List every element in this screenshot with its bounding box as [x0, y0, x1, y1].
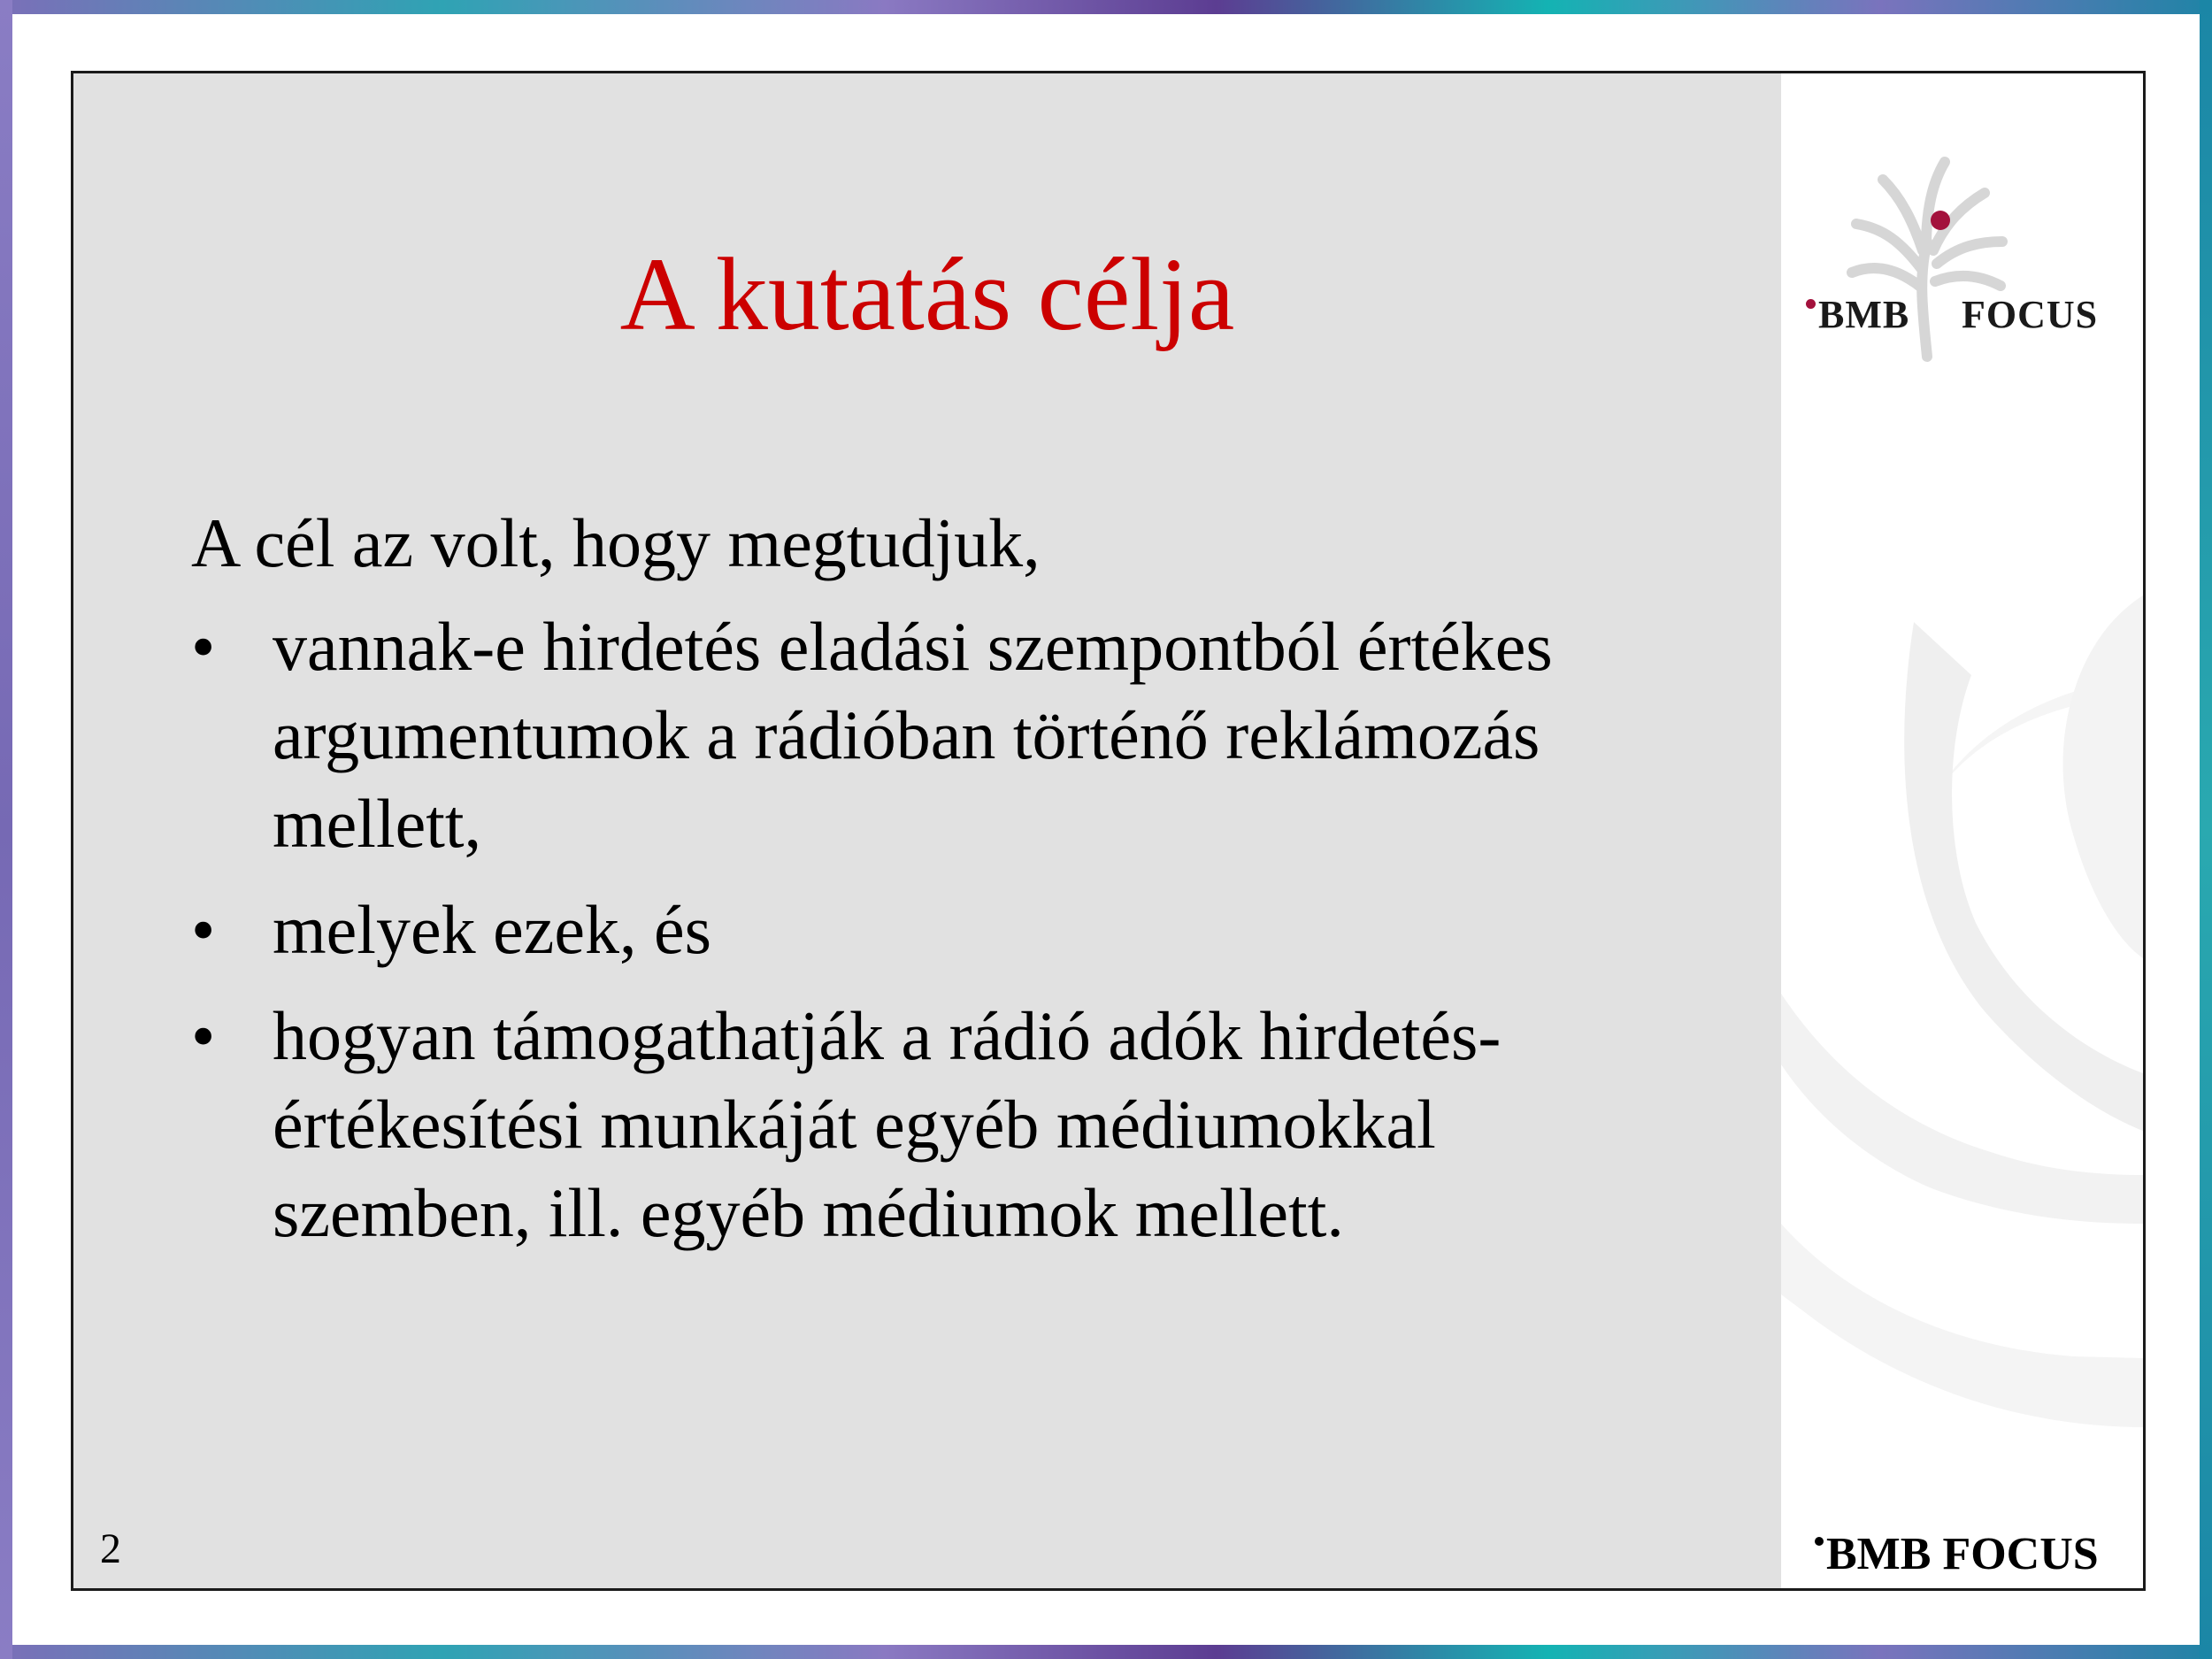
bullet-marker: • — [191, 891, 216, 968]
logo-text-bmb: BMB — [1806, 292, 1909, 337]
bullet-line: hogyan támogathatják a rádió adók hirdetés- — [273, 997, 1502, 1074]
intro-text: A cél az volt, hogy megtudjuk, — [191, 504, 1041, 581]
frame-right-edge — [2200, 0, 2212, 1659]
bullet-item — [191, 992, 1748, 1257]
brand-dot — [1806, 299, 1816, 309]
frame-bottom-edge — [0, 1645, 2212, 1659]
bullet-list — [191, 603, 1748, 1275]
bullet-line: melyek ezek, és — [273, 891, 711, 968]
frame-left-edge — [0, 0, 12, 1659]
page-number: 2 — [100, 1525, 121, 1572]
slide-title: A kutatás célja — [619, 236, 1235, 352]
footer-brand: BMB FOCUS — [1815, 1528, 2099, 1580]
slide — [71, 71, 2146, 1591]
bullet-text — [273, 992, 1748, 1257]
frame-top-edge — [0, 0, 2212, 14]
bullet-line: argumentumok a rádióban történő reklámozás — [273, 696, 1540, 773]
bullet-marker: • — [191, 608, 216, 685]
bullet-item — [191, 603, 1748, 868]
bullet-line: mellett, — [273, 785, 482, 862]
bullet-line: szemben, ill. egyéb médiumok mellett. — [273, 1174, 1344, 1251]
content-area — [73, 73, 1781, 1588]
logo-text-focus: FOCUS — [1962, 293, 2099, 336]
bullet-line: vannak-e hirdetés eladási szempontból értékes — [273, 608, 1553, 685]
bullet-item — [191, 886, 1748, 974]
bullet-text — [273, 603, 1748, 868]
bullet-line: értékesítési munkáját egyéb médiumokkal — [273, 1086, 1436, 1163]
bullet-marker: • — [191, 997, 216, 1074]
brand-dot — [1815, 1537, 1824, 1546]
bullet-text — [273, 886, 1748, 974]
